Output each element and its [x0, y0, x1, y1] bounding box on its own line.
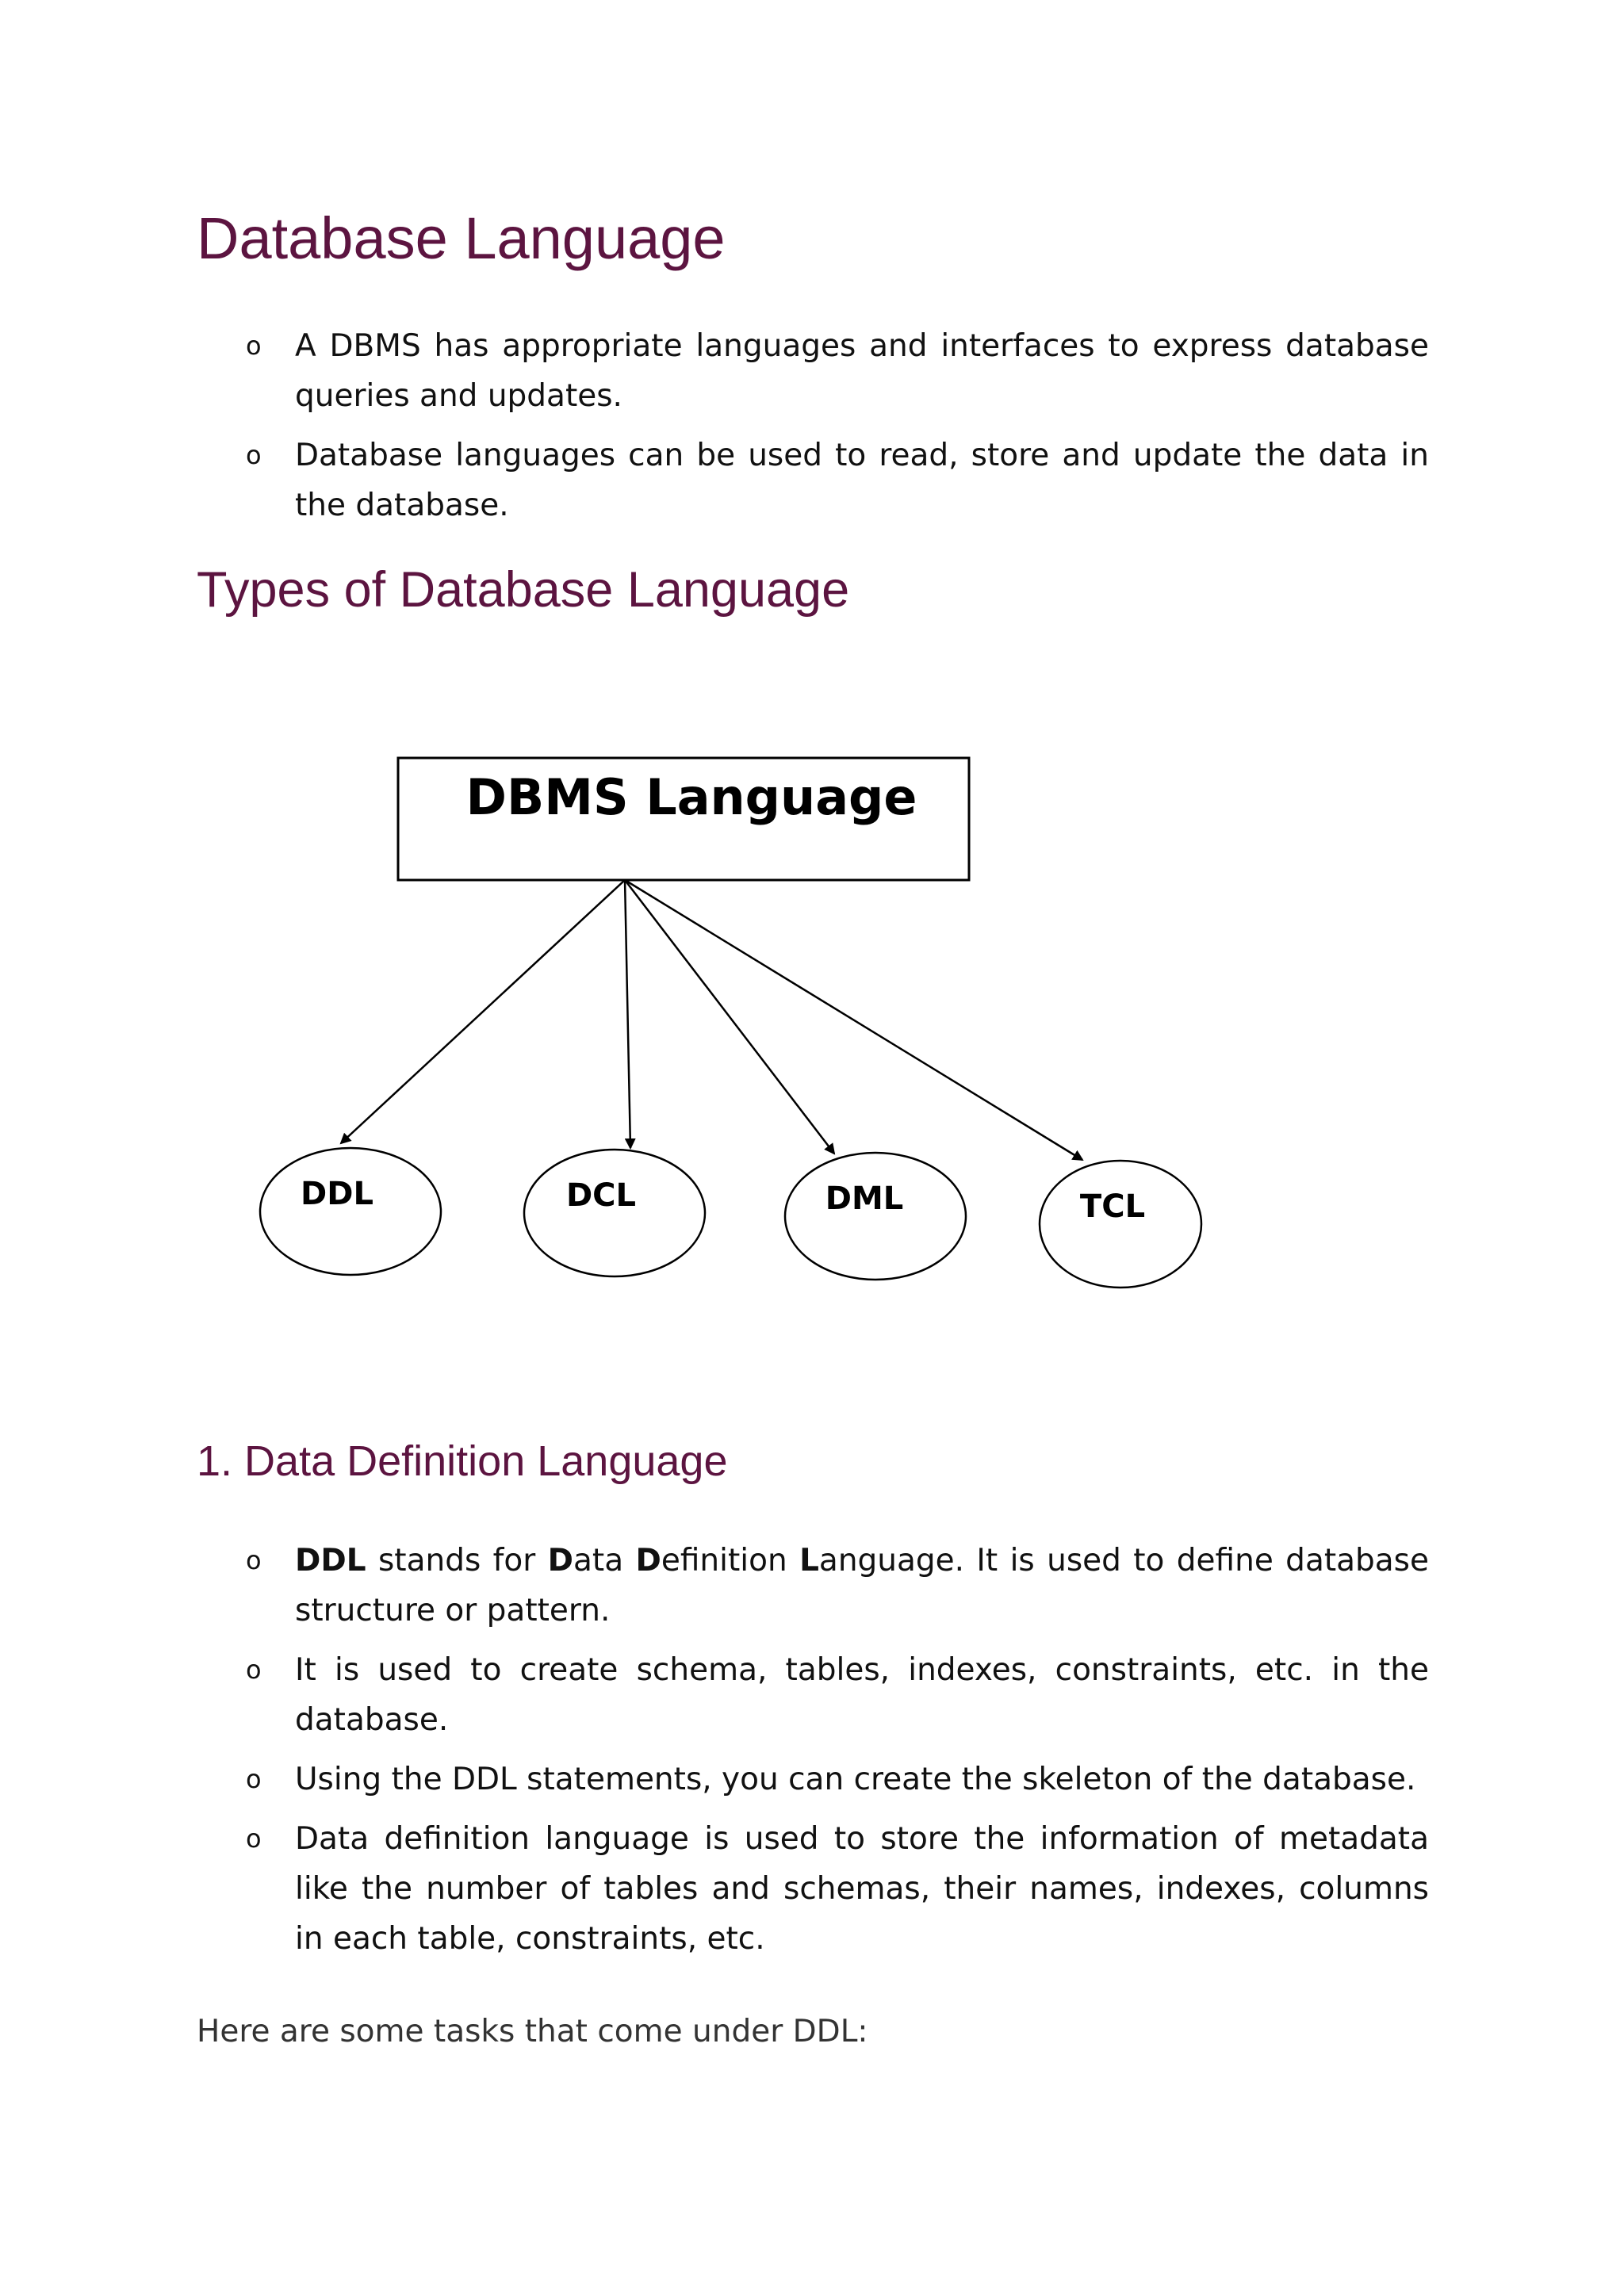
node-dml-label: DML: [825, 1181, 904, 1217]
dbms-language-diagram: [238, 745, 1269, 1300]
page-title: Database Language: [197, 205, 726, 271]
types-heading: Types of Database Language: [197, 562, 850, 618]
bullet-mark: o: [246, 440, 262, 470]
tasks-note: Here are some tasks that come under DDL:: [197, 2014, 868, 2049]
bullet-mark: o: [246, 1655, 262, 1685]
bullet-mark: o: [246, 1545, 262, 1575]
node-dcl-label: DCL: [565, 1177, 637, 1214]
list-item: o DDL stands for Data Definition Language. It is used to define database structure or pattern.: [238, 1536, 1429, 1636]
arrow-dcl: [625, 880, 630, 1148]
list-item: o A DBMS has appropriate languages and interfaces to express database queries and updates.: [238, 321, 1429, 421]
arrow-ddl: [341, 880, 625, 1143]
intro-list: [238, 321, 1429, 540]
ddl-list: [238, 1536, 1429, 1973]
list-item: o Data definition language is used to store the information of metadata like the number of tables and schemas, their names, indexes, columns in each table, constraints, etc.: [238, 1814, 1429, 1964]
list-item: o It is used to create schema, tables, indexes, constraints, etc. in the database.: [238, 1645, 1429, 1745]
list-item: o Using the DDL statements, you can create the skeleton of the database.: [238, 1755, 1429, 1804]
bullet-mark: o: [246, 331, 262, 361]
arrow-tcl: [625, 880, 1082, 1160]
list-item: o Database languages can be used to read, store and update the data in the database.: [238, 430, 1429, 530]
node-ddl-label: DDL: [301, 1176, 373, 1212]
bullet-mark: o: [246, 1764, 262, 1794]
node-tcl-label: TCL: [1079, 1188, 1146, 1225]
ddl-heading: 1. Data Definition Language: [197, 1437, 728, 1485]
root-label: DBMS Language: [465, 768, 917, 827]
bullet-mark: o: [246, 1823, 262, 1854]
arrow-dml: [625, 880, 834, 1154]
